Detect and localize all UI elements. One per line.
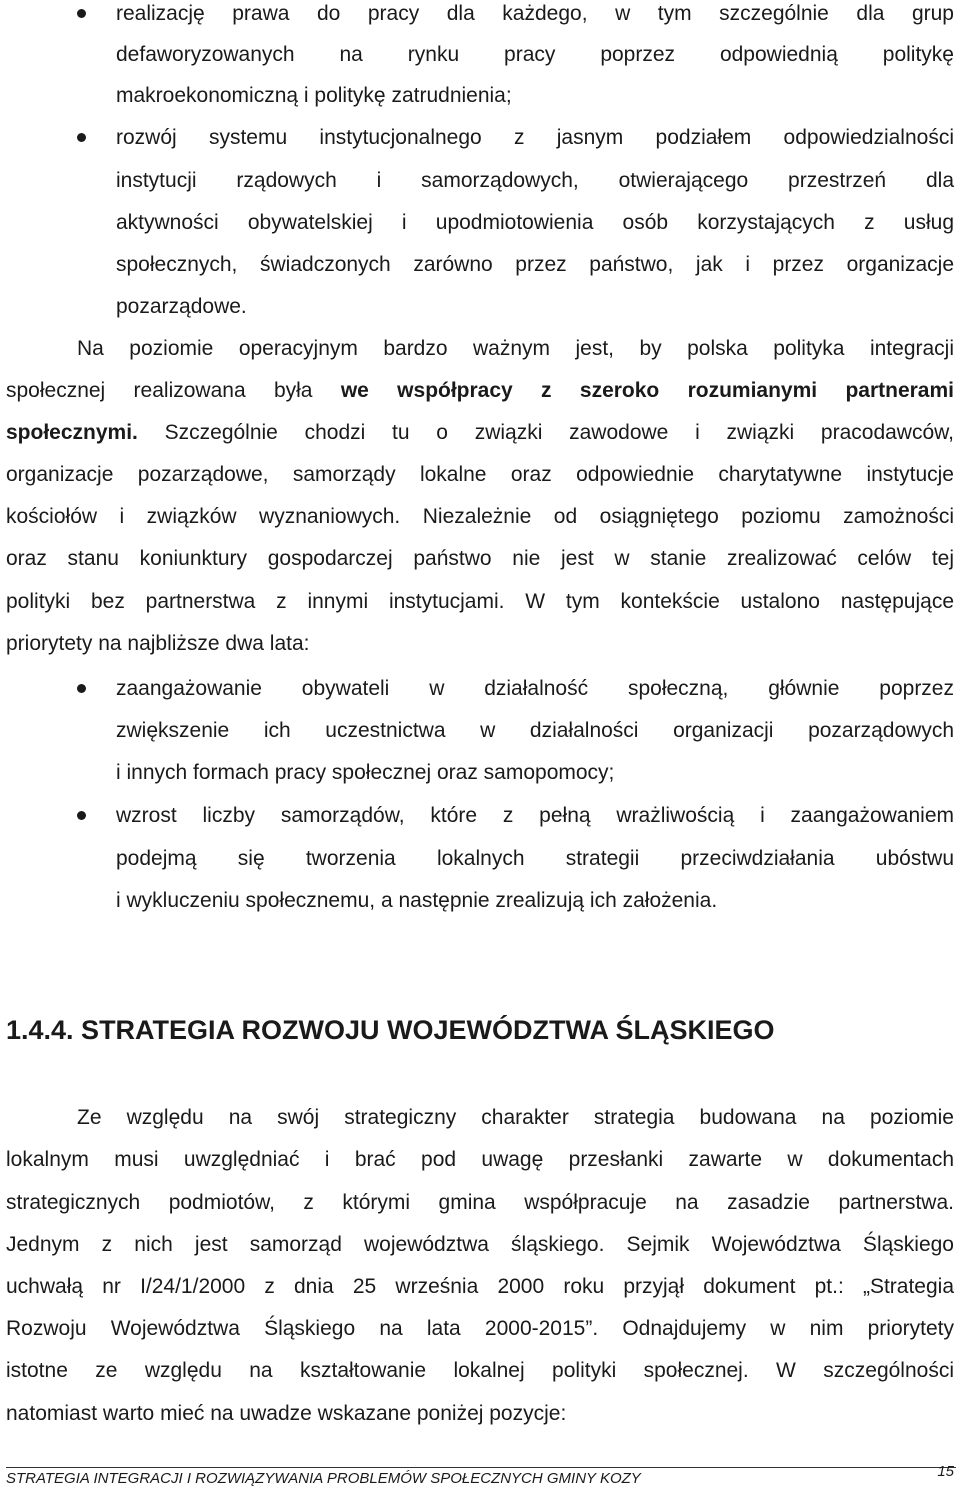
text-line: oraz stanu koniunktury gospodarczej państwo nie jest w stanie zrealizować celów tej <box>6 547 954 570</box>
text-line: Rozwoju Województwa Śląskiego na lata 2000-2015”. Odnajdujemy w nim priorytety <box>6 1317 954 1340</box>
text-run: Szczególnie chodzi tu o związki zawodowe i związki pracodawców, <box>137 421 954 444</box>
text-line: i innych formach pracy społecznej oraz samopomocy; <box>116 761 615 784</box>
page-number: 15 <box>937 1463 954 1480</box>
text-line <box>6 377 954 405</box>
text-line: makroekonomiczną i politykę zatrudnienia; <box>116 84 512 107</box>
text-line: pozarządowe. <box>116 295 247 318</box>
text-line: strategicznych podmiotów, z którymi gmina współpracuje na zasadzie partnerstwa. <box>6 1191 954 1214</box>
text-line: społecznych, świadczonych zarówno przez państwo, jak i przez organizacje <box>116 253 954 276</box>
text-line: rozwój systemu instytucjonalnego z jasnym podziałem odpowiedzialności <box>116 126 954 149</box>
text-line: Na poziomie operacyjnym bardzo ważnym jest, by polska polityka integracji <box>77 337 954 360</box>
footer-title: STRATEGIA INTEGRACJI I ROZWIĄZYWANIA PROBLEMÓW SPOŁECZNYCH GMINY KOZY <box>6 1470 641 1487</box>
text-line <box>6 419 954 447</box>
text-line: wzrost liczby samorządów, które z pełną wrażliwością i zaangażowaniem <box>116 804 954 827</box>
text-line: i wykluczeniu społecznemu, a następnie zrealizują ich założenia. <box>116 889 718 912</box>
bold-emphasis: we współpracy z szeroko rozumianymi partnerami <box>340 379 954 402</box>
text-line: istotne ze względu na kształtowanie lokalnej polityki społecznej. W szczególności <box>6 1359 954 1382</box>
section-heading: 1.4.4. STRATEGIA ROZWOJU WOJEWÓDZTWA ŚLĄSKIEGO <box>6 1015 775 1045</box>
text-line: priorytety na najbliższe dwa lata: <box>6 632 310 655</box>
bullet-marker <box>77 684 86 693</box>
text-line: natomiast warto mieć na uwadze wskazane poniżej pozycje: <box>6 1402 567 1425</box>
bold-emphasis: społecznymi. <box>6 421 138 444</box>
text-run: społecznej realizowana była <box>6 379 341 402</box>
bullet-marker <box>77 811 86 820</box>
text-line: podejmą się tworzenia lokalnych strategii przeciwdziałania ubóstwu <box>116 847 954 870</box>
text-line: instytucji rządowych i samorządowych, otwierającego przestrzeń dla <box>116 169 954 192</box>
text-line: Jednym z nich jest samorząd województwa śląskiego. Sejmik Województwa Śląskiego <box>6 1233 954 1256</box>
text-line: Ze względu na swój strategiczny charakter strategia budowana na poziomie <box>77 1106 954 1129</box>
text-line: lokalnym musi uwzględniać i brać pod uwagę przesłanki zawarte w dokumentach <box>6 1148 954 1171</box>
text-line: realizację prawa do pracy dla każdego, w tym szczególnie dla grup <box>116 2 954 25</box>
text-line: polityki bez partnerstwa z innymi instytucjami. W tym kontekście ustalono następujące <box>6 590 954 613</box>
text-line: zwiększenie ich uczestnictwa w działalności organizacji pozarządowych <box>116 719 954 742</box>
text-line: organizacje pozarządowe, samorządy lokalne oraz odpowiednie charytatywne instytucje <box>6 463 954 486</box>
bullet-marker <box>77 133 86 142</box>
text-line: uchwałą nr I/24/1/2000 z dnia 25 września 2000 roku przyjął dokument pt.: „Strategia <box>6 1275 954 1298</box>
footer-divider <box>6 1467 956 1468</box>
text-line: defaworyzowanych na rynku pracy poprzez odpowiednią politykę <box>116 43 954 66</box>
text-line: zaangażowanie obywateli w działalność społeczną, głównie poprzez <box>116 677 954 700</box>
text-line: kościołów i związków wyznaniowych. Niezależnie od osiągniętego poziomu zamożności <box>6 505 954 528</box>
bullet-marker <box>77 9 86 18</box>
text-line: aktywności obywatelskiej i upodmiotowienia osób korzystających z usług <box>116 211 954 234</box>
